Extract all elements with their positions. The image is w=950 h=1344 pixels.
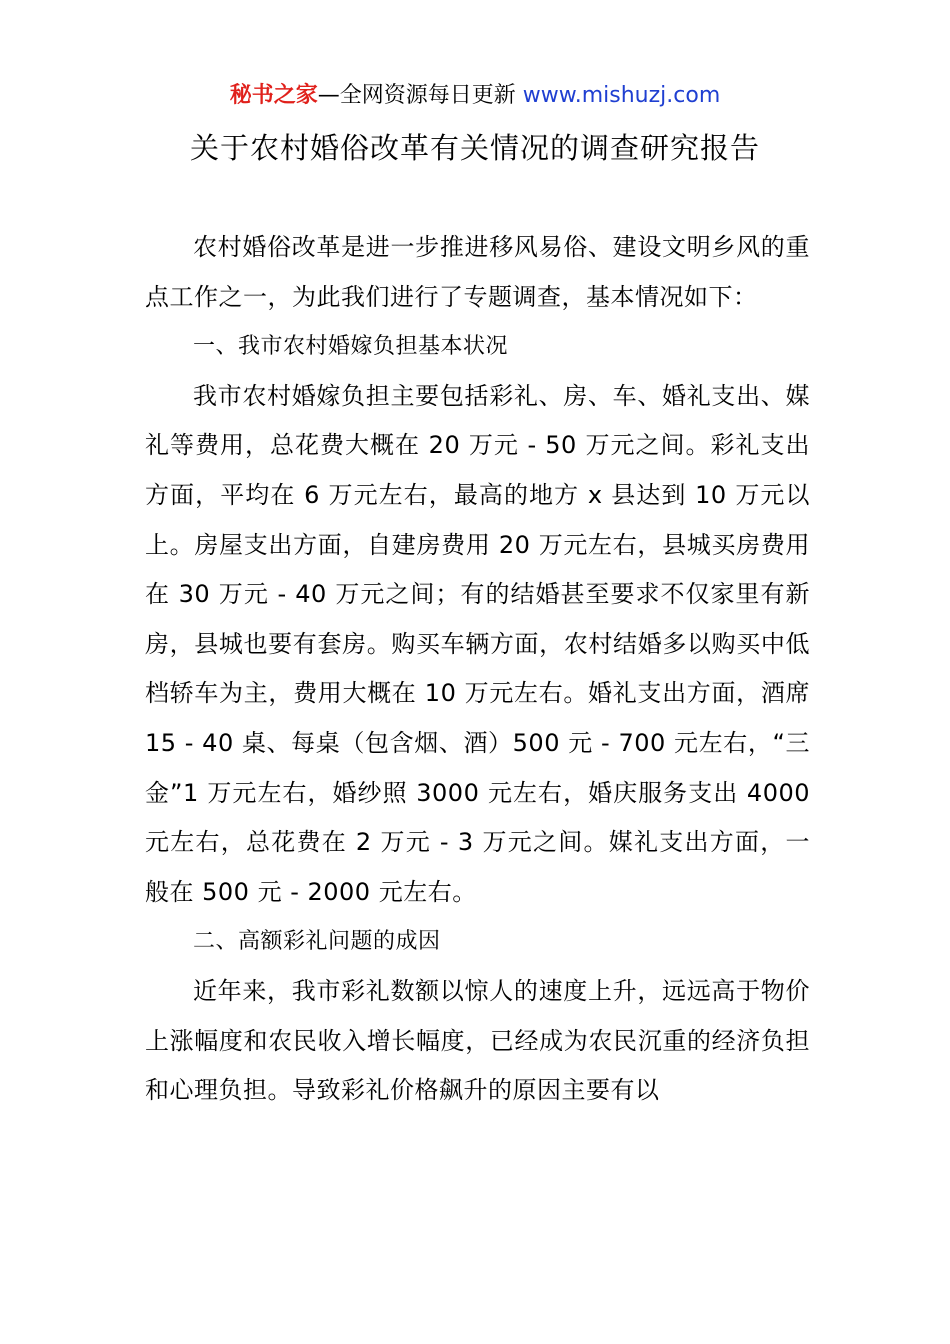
section-heading-2: 二、高额彩礼问题的成因 <box>193 929 441 955</box>
site-header <box>0 80 950 112</box>
section-2-paragraph: 近年来，我市彩礼数额以惊人的速度上升，远远高于物价上涨幅度和农民收入增长幅度，已经成为农民沉重的经济负担和心理负担。导致彩礼价格飙升的原因主要有以 <box>145 976 810 1105</box>
section-heading-1: 一、我市农村婚嫁负担基本状况 <box>193 334 509 360</box>
site-url-link[interactable]: www.mishuzj.com <box>522 83 721 108</box>
site-tagline: —全网资源每日更新 <box>317 83 523 108</box>
site-brand: 秘书之家 <box>229 83 318 108</box>
document-title: 关于农村婚俗改革有关情况的调查研究报告 <box>189 131 760 165</box>
section-1-paragraph: 我市农村婚嫁负担主要包括彩礼、房、车、婚礼支出、媒礼等费用，总花费大概在 20 万元 - 50 万元之间。彩礼支出方面，平均在 6 万元左右，最高的地方 x 县达到 10 万元以上。房屋支出方面，自建房费用 20 万元左右，县城买房费用在 30 万元 - 40 万元之间；有的结婚甚至要求不仅家里有新房，县城也要有套房。购买车辆方面，农村结婚多以购买中低档轿车为主，费用大概在 10 万元左右。婚礼支出方面，酒席 15 - 40 桌、每桌（包含烟、酒）500 元 - 700 元左右，“三金”1 万元左右，婚纱照 3000 元左右，婚庆服务支出 4000 元左右，总花费在 2 万元 - 3 万元之间。媒礼支出方面，一般在 500 元 - 2000 元左右。 <box>145 381 810 906</box>
intro-paragraph: 农村婚俗改革是进一步推进移风易俗、建设文明乡风的重点工作之一，为此我们进行了专题调查，基本情况如下： <box>145 233 810 311</box>
document-body <box>145 223 810 1116</box>
